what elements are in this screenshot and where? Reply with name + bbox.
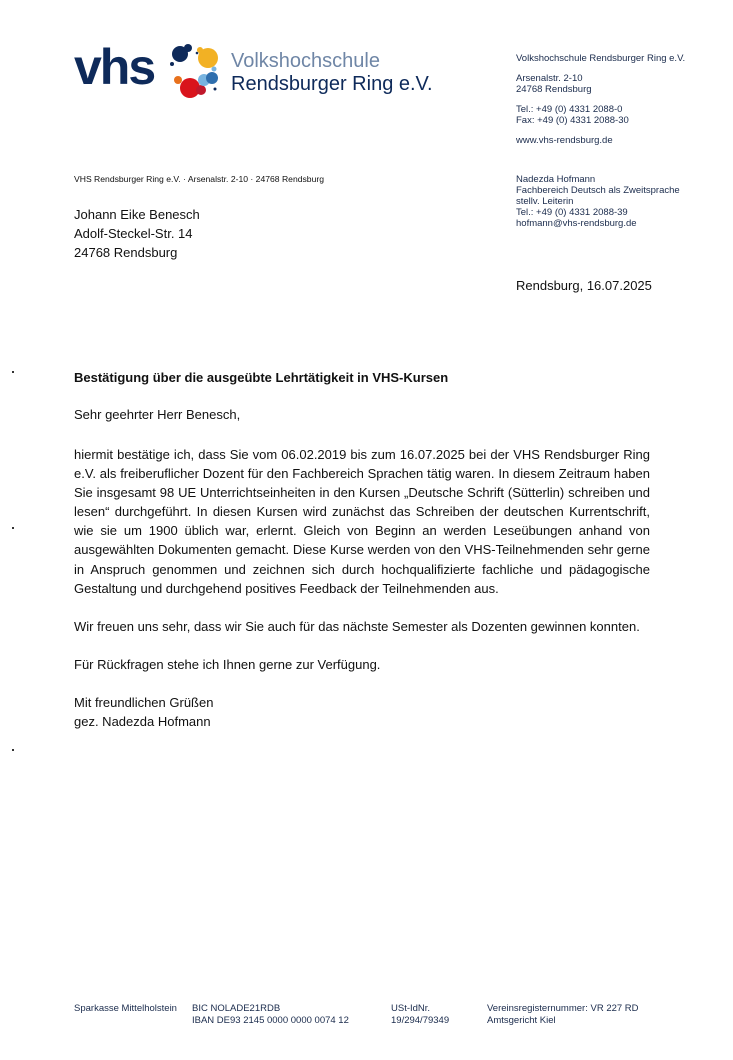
contact-email: hofmann@vhs-rendsburg.de [516, 218, 637, 229]
closing-greeting: Mit freundlichen Grüßen [74, 695, 214, 710]
org-street: Arsenalstr. 2-10 [516, 73, 583, 84]
footer-bic: BIC NOLADE21RDB [192, 1003, 281, 1014]
punch-mark [12, 749, 14, 751]
footer-court: Amtsgericht Kiel [487, 1015, 556, 1026]
logo-title-line1: Volkshochschule [231, 50, 380, 72]
salutation: Sehr geehrter Herr Benesch, [74, 407, 241, 422]
footer-vat-label: USt-IdNr. [391, 1003, 431, 1014]
signature: gez. Nadezda Hofmann [74, 714, 211, 729]
contact-role: stellv. Leiterin [516, 196, 574, 207]
logo-abbreviation: vhs [74, 39, 155, 95]
footer-vat [391, 1003, 449, 1027]
contact-department: Fachbereich Deutsch als Zweitsprache [516, 185, 680, 196]
recipient-address [74, 205, 200, 262]
logo-title-line2: Rendsburger Ring e.V. [231, 73, 433, 95]
letter-subject: Bestätigung über die ausgeübte Lehrtätigkeit in VHS-Kursen [74, 370, 449, 385]
org-name: Volkshochschule Rendsburger Ring e.V. [516, 53, 686, 64]
sender-return-address: VHS Rendsburger Ring e.V. · Arsenalstr. 2-10 · 24768 Rendsburg [74, 174, 324, 184]
closing [74, 693, 213, 731]
org-tel: Tel.: +49 (0) 4331 2088-0 [516, 104, 623, 115]
footer-bank: Sparkasse Mittelholstein [74, 1003, 177, 1014]
footer-bank-codes [192, 1003, 349, 1027]
fold-mark [12, 527, 14, 529]
contact-name: Nadezda Hofmann [516, 174, 596, 185]
fold-mark [12, 371, 14, 373]
logo-dots-icon [168, 42, 228, 102]
org-website: www.vhs-rendsburg.de [516, 135, 613, 146]
org-city: 24768 Rendsburg [516, 84, 592, 95]
body-paragraph: Für Rückfragen stehe ich Ihnen gerne zur Verfügung. [74, 657, 381, 672]
recipient-name: Johann Eike Benesch [74, 207, 200, 222]
footer-iban: IBAN DE93 2145 0000 0000 0074 12 [192, 1015, 349, 1026]
footer-register [487, 1003, 639, 1027]
recipient-city: 24768 Rendsburg [74, 245, 178, 260]
footer-register-number: Vereinsregisternummer: VR 227 RD [487, 1003, 639, 1014]
contact-info [516, 174, 680, 229]
body-paragraph: hiermit bestätige ich, dass Sie vom 06.02.2019 bis zum 16.07.2025 bei der VHS Rendsburger Ring e.V. als freiberuflicher Dozent für den Fachbereich Sprachen tätig waren. In diesem Zeitraum haben Sie insgesamt 98 UE Unterrichtseinheiten in den Kursen „Deutsche Schrift (Sütterlin) schreiben und lesen“ durchgeführt. In diesen Kursen wird zunächst das Schreiben der deutschen Kurrentschrift, wie sie um 1900 üblich war, erlernt. Gleich von Beginn an werden Leseübungen anhand von ausgewählten Dokumenten gemacht. Diese Kurse werden von den VHS-Teilnehmenden sehr gerne in Anspruch genommen und zeichnen sich durch hochqualifizierte fachliche und pädagogische Gestaltung und durchgehend positives Feedback der Teilnehmenden aus. [74, 447, 650, 596]
vhs-logo [74, 39, 454, 102]
org-info [516, 53, 685, 146]
recipient-street: Adolf-Steckel-Str. 14 [74, 226, 193, 241]
org-fax: Fax: +49 (0) 4331 2088-30 [516, 115, 629, 126]
contact-tel: Tel.: +49 (0) 4331 2088-39 [516, 207, 628, 218]
letter-date: Rendsburg, 16.07.2025 [516, 278, 652, 293]
footer-vat-number: 19/294/79349 [391, 1015, 450, 1026]
body-paragraph: Wir freuen uns sehr, dass wir Sie auch für das nächste Semester als Dozenten gewinnen konnten. [74, 619, 640, 634]
